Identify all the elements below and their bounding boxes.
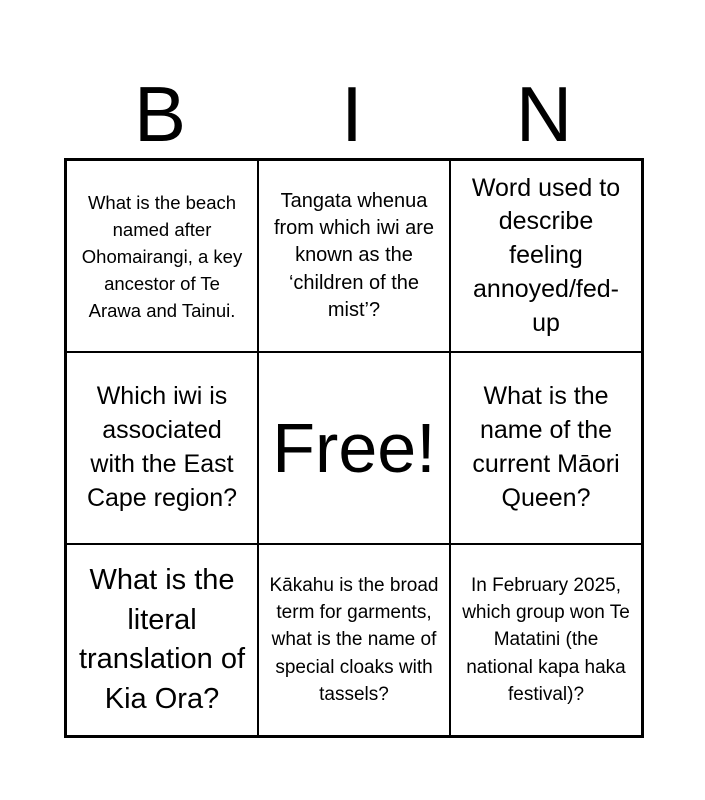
cell-text: Kākahu is the broad term for garments, what is the name of special cloaks with tassels? [269, 574, 439, 705]
cell-text: What is the literal translation of Kia Ora? [78, 564, 246, 715]
bingo-cell-1[interactable] [66, 160, 258, 352]
bingo-cell-8[interactable] [258, 544, 450, 736]
bingo-cell-3[interactable] [450, 160, 642, 352]
bingo-grid [64, 158, 644, 738]
cell-text: In February 2025, which group won Te Matatini (the national kapa haka festival)? [462, 574, 630, 705]
header-letter-b: B [133, 70, 187, 158]
header-letter-i: I [341, 70, 363, 158]
header-letter-n: N [515, 70, 573, 158]
cell-text: Tangata whenua from which iwi are known as the ‘children of the mist’? [273, 189, 435, 321]
cell-text: Which iwi is associated with the East Cape region? [86, 382, 238, 512]
bingo-cell-6[interactable] [450, 352, 642, 544]
bingo-header [64, 70, 642, 158]
cell-text: What is the beach named after Ohomairangi, a key ancestor of Te Arawa and Tainui. [81, 191, 243, 321]
bingo-cell-7[interactable] [66, 544, 258, 736]
cell-text: Word used to describe feeling annoyed/fed-up [471, 173, 621, 337]
bingo-cell-4[interactable] [66, 352, 258, 544]
bingo-cell-9[interactable] [450, 544, 642, 736]
bingo-cell-2[interactable] [258, 160, 450, 352]
free-space-label: Free! [272, 409, 436, 487]
free-space-cell[interactable] [258, 352, 450, 544]
cell-text: What is the name of the current Māori Queen? [472, 382, 620, 512]
